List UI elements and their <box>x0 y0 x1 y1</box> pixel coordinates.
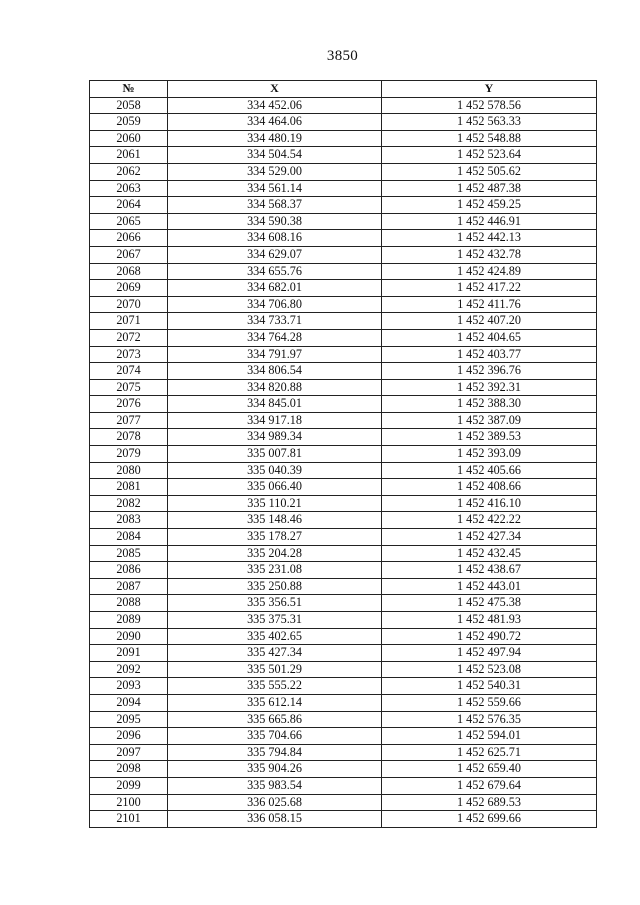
table-row <box>90 379 597 396</box>
x-coordinate-cell: 335 501.29 <box>168 661 382 678</box>
x-coordinate-cell: 335 427.34 <box>168 645 382 662</box>
x-coordinate-cell: 335 148.46 <box>168 512 382 529</box>
table-row <box>90 678 597 695</box>
table-row <box>90 711 597 728</box>
x-coordinate-cell: 334 917.18 <box>168 412 382 429</box>
point-number-cell: 2078 <box>90 429 168 446</box>
x-coordinate-cell: 335 904.26 <box>168 761 382 778</box>
table-row <box>90 313 597 330</box>
table-row <box>90 529 597 546</box>
table-row <box>90 661 597 678</box>
header-row <box>90 81 597 98</box>
x-coordinate-cell: 335 250.88 <box>168 578 382 595</box>
x-coordinate-cell: 334 806.54 <box>168 363 382 380</box>
point-number-cell: 2060 <box>90 130 168 147</box>
point-number-cell: 2061 <box>90 147 168 164</box>
point-number-cell: 2074 <box>90 363 168 380</box>
table-row <box>90 595 597 612</box>
x-coordinate-cell: 335 066.40 <box>168 479 382 496</box>
point-number-cell: 2098 <box>90 761 168 778</box>
point-number-cell: 2092 <box>90 661 168 678</box>
x-coordinate-cell: 336 025.68 <box>168 794 382 811</box>
table-row <box>90 396 597 413</box>
table-row <box>90 296 597 313</box>
table-row <box>90 612 597 629</box>
y-coordinate-cell: 1 452 559.66 <box>382 694 597 711</box>
point-number-cell: 2082 <box>90 495 168 512</box>
point-number-cell: 2084 <box>90 529 168 546</box>
x-coordinate-cell: 335 665.86 <box>168 711 382 728</box>
y-coordinate-cell: 1 452 594.01 <box>382 728 597 745</box>
point-number-cell: 2058 <box>90 97 168 114</box>
point-number-cell: 2071 <box>90 313 168 330</box>
point-number-cell: 2072 <box>90 329 168 346</box>
point-number-cell: 2064 <box>90 197 168 214</box>
y-coordinate-cell: 1 452 388.30 <box>382 396 597 413</box>
point-number-cell: 2095 <box>90 711 168 728</box>
y-coordinate-cell: 1 452 404.65 <box>382 329 597 346</box>
x-coordinate-cell: 335 555.22 <box>168 678 382 695</box>
table-row <box>90 694 597 711</box>
point-number-cell: 2076 <box>90 396 168 413</box>
y-coordinate-cell: 1 452 432.45 <box>382 545 597 562</box>
point-number-cell: 2101 <box>90 811 168 828</box>
x-coordinate-cell: 334 529.00 <box>168 163 382 180</box>
y-coordinate-cell: 1 452 481.93 <box>382 612 597 629</box>
y-coordinate-cell: 1 452 459.25 <box>382 197 597 214</box>
x-coordinate-cell: 334 820.88 <box>168 379 382 396</box>
table-row <box>90 512 597 529</box>
x-coordinate-cell: 334 845.01 <box>168 396 382 413</box>
table-row <box>90 263 597 280</box>
x-coordinate-cell: 334 733.71 <box>168 313 382 330</box>
x-coordinate-cell: 334 464.06 <box>168 114 382 131</box>
y-coordinate-cell: 1 452 523.08 <box>382 661 597 678</box>
point-number-cell: 2059 <box>90 114 168 131</box>
table-header <box>90 81 597 98</box>
x-coordinate-cell: 335 704.66 <box>168 728 382 745</box>
point-number-cell: 2067 <box>90 246 168 263</box>
point-number-cell: 2073 <box>90 346 168 363</box>
table-row <box>90 280 597 297</box>
x-coordinate-cell: 334 764.28 <box>168 329 382 346</box>
y-coordinate-cell: 1 452 403.77 <box>382 346 597 363</box>
point-number-cell: 2089 <box>90 612 168 629</box>
y-coordinate-cell: 1 452 422.22 <box>382 512 597 529</box>
x-coordinate-cell: 334 791.97 <box>168 346 382 363</box>
y-coordinate-cell: 1 452 432.78 <box>382 246 597 263</box>
y-coordinate-cell: 1 452 563.33 <box>382 114 597 131</box>
table-row <box>90 728 597 745</box>
table-row <box>90 811 597 828</box>
table-row <box>90 645 597 662</box>
table-row <box>90 213 597 230</box>
y-coordinate-cell: 1 452 523.64 <box>382 147 597 164</box>
x-coordinate-cell: 335 007.81 <box>168 446 382 463</box>
x-coordinate-cell: 334 655.76 <box>168 263 382 280</box>
y-coordinate-cell: 1 452 689.53 <box>382 794 597 811</box>
y-coordinate-cell: 1 452 578.56 <box>382 97 597 114</box>
point-number-cell: 2075 <box>90 379 168 396</box>
table-row <box>90 744 597 761</box>
x-coordinate-cell: 334 504.54 <box>168 147 382 164</box>
point-number-cell: 2063 <box>90 180 168 197</box>
point-number-cell: 2062 <box>90 163 168 180</box>
point-number-cell: 2085 <box>90 545 168 562</box>
page-number: 3850 <box>326 48 359 64</box>
table-row <box>90 794 597 811</box>
y-coordinate-cell: 1 452 408.66 <box>382 479 597 496</box>
x-coordinate-cell: 334 480.19 <box>168 130 382 147</box>
x-coordinate-cell: 334 682.01 <box>168 280 382 297</box>
point-number-cell: 2079 <box>90 446 168 463</box>
y-coordinate-cell: 1 452 392.31 <box>382 379 597 396</box>
table-body <box>90 97 597 827</box>
point-number-cell: 2096 <box>90 728 168 745</box>
x-coordinate-cell: 335 110.21 <box>168 495 382 512</box>
x-coordinate-cell: 335 983.54 <box>168 777 382 794</box>
point-number-cell: 2091 <box>90 645 168 662</box>
coordinates-table <box>89 80 597 828</box>
y-coordinate-cell: 1 452 490.72 <box>382 628 597 645</box>
x-coordinate-cell: 336 058.15 <box>168 811 382 828</box>
x-coordinate-cell: 334 590.38 <box>168 213 382 230</box>
x-coordinate-cell: 334 452.06 <box>168 97 382 114</box>
header-number: № <box>90 81 168 98</box>
table-row <box>90 197 597 214</box>
x-coordinate-cell: 335 375.31 <box>168 612 382 629</box>
y-coordinate-cell: 1 452 679.64 <box>382 777 597 794</box>
y-coordinate-cell: 1 452 487.38 <box>382 180 597 197</box>
y-coordinate-cell: 1 452 442.13 <box>382 230 597 247</box>
y-coordinate-cell: 1 452 405.66 <box>382 462 597 479</box>
y-coordinate-cell: 1 452 438.67 <box>382 562 597 579</box>
x-coordinate-cell: 335 040.39 <box>168 462 382 479</box>
y-coordinate-cell: 1 452 625.71 <box>382 744 597 761</box>
point-number-cell: 2087 <box>90 578 168 595</box>
x-coordinate-cell: 334 629.07 <box>168 246 382 263</box>
table-row <box>90 363 597 380</box>
y-coordinate-cell: 1 452 411.76 <box>382 296 597 313</box>
y-coordinate-cell: 1 452 548.88 <box>382 130 597 147</box>
x-coordinate-cell: 335 612.14 <box>168 694 382 711</box>
header-y: Y <box>382 81 597 98</box>
x-coordinate-cell: 334 568.37 <box>168 197 382 214</box>
table-row <box>90 412 597 429</box>
point-number-cell: 2100 <box>90 794 168 811</box>
y-coordinate-cell: 1 452 424.89 <box>382 263 597 280</box>
table-row <box>90 462 597 479</box>
point-number-cell: 2070 <box>90 296 168 313</box>
point-number-cell: 2077 <box>90 412 168 429</box>
y-coordinate-cell: 1 452 416.10 <box>382 495 597 512</box>
table-row <box>90 495 597 512</box>
x-coordinate-cell: 334 989.34 <box>168 429 382 446</box>
y-coordinate-cell: 1 452 389.53 <box>382 429 597 446</box>
y-coordinate-cell: 1 452 505.62 <box>382 163 597 180</box>
y-coordinate-cell: 1 452 699.66 <box>382 811 597 828</box>
y-coordinate-cell: 1 452 540.31 <box>382 678 597 695</box>
table-row <box>90 479 597 496</box>
table-row <box>90 246 597 263</box>
point-number-cell: 2088 <box>90 595 168 612</box>
header-x: X <box>168 81 382 98</box>
y-coordinate-cell: 1 452 407.20 <box>382 313 597 330</box>
y-coordinate-cell: 1 452 446.91 <box>382 213 597 230</box>
point-number-cell: 2080 <box>90 462 168 479</box>
table-row <box>90 230 597 247</box>
table-row <box>90 628 597 645</box>
x-coordinate-cell: 334 706.80 <box>168 296 382 313</box>
table-row <box>90 130 597 147</box>
point-number-cell: 2083 <box>90 512 168 529</box>
table-row <box>90 114 597 131</box>
y-coordinate-cell: 1 452 396.76 <box>382 363 597 380</box>
point-number-cell: 2094 <box>90 694 168 711</box>
y-coordinate-cell: 1 452 576.35 <box>382 711 597 728</box>
point-number-cell: 2068 <box>90 263 168 280</box>
point-number-cell: 2081 <box>90 479 168 496</box>
x-coordinate-cell: 334 561.14 <box>168 180 382 197</box>
y-coordinate-cell: 1 452 497.94 <box>382 645 597 662</box>
y-coordinate-cell: 1 452 393.09 <box>382 446 597 463</box>
table-row <box>90 446 597 463</box>
table-row <box>90 180 597 197</box>
y-coordinate-cell: 1 452 443.01 <box>382 578 597 595</box>
y-coordinate-cell: 1 452 427.34 <box>382 529 597 546</box>
x-coordinate-cell: 335 178.27 <box>168 529 382 546</box>
table-row <box>90 545 597 562</box>
table-row <box>90 429 597 446</box>
point-number-cell: 2086 <box>90 562 168 579</box>
point-number-cell: 2066 <box>90 230 168 247</box>
table-row <box>90 97 597 114</box>
x-coordinate-cell: 334 608.16 <box>168 230 382 247</box>
x-coordinate-cell: 335 231.08 <box>168 562 382 579</box>
table-row <box>90 562 597 579</box>
table-row <box>90 777 597 794</box>
point-number-cell: 2090 <box>90 628 168 645</box>
table-row <box>90 578 597 595</box>
point-number-cell: 2065 <box>90 213 168 230</box>
point-number-cell: 2099 <box>90 777 168 794</box>
point-number-cell: 2069 <box>90 280 168 297</box>
point-number-cell: 2093 <box>90 678 168 695</box>
y-coordinate-cell: 1 452 659.40 <box>382 761 597 778</box>
y-coordinate-cell: 1 452 387.09 <box>382 412 597 429</box>
table-row <box>90 147 597 164</box>
table-row <box>90 163 597 180</box>
y-coordinate-cell: 1 452 417.22 <box>382 280 597 297</box>
x-coordinate-cell: 335 402.65 <box>168 628 382 645</box>
table-row <box>90 346 597 363</box>
y-coordinate-cell: 1 452 475.38 <box>382 595 597 612</box>
x-coordinate-cell: 335 204.28 <box>168 545 382 562</box>
x-coordinate-cell: 335 356.51 <box>168 595 382 612</box>
table-row <box>90 761 597 778</box>
x-coordinate-cell: 335 794.84 <box>168 744 382 761</box>
point-number-cell: 2097 <box>90 744 168 761</box>
table-row <box>90 329 597 346</box>
